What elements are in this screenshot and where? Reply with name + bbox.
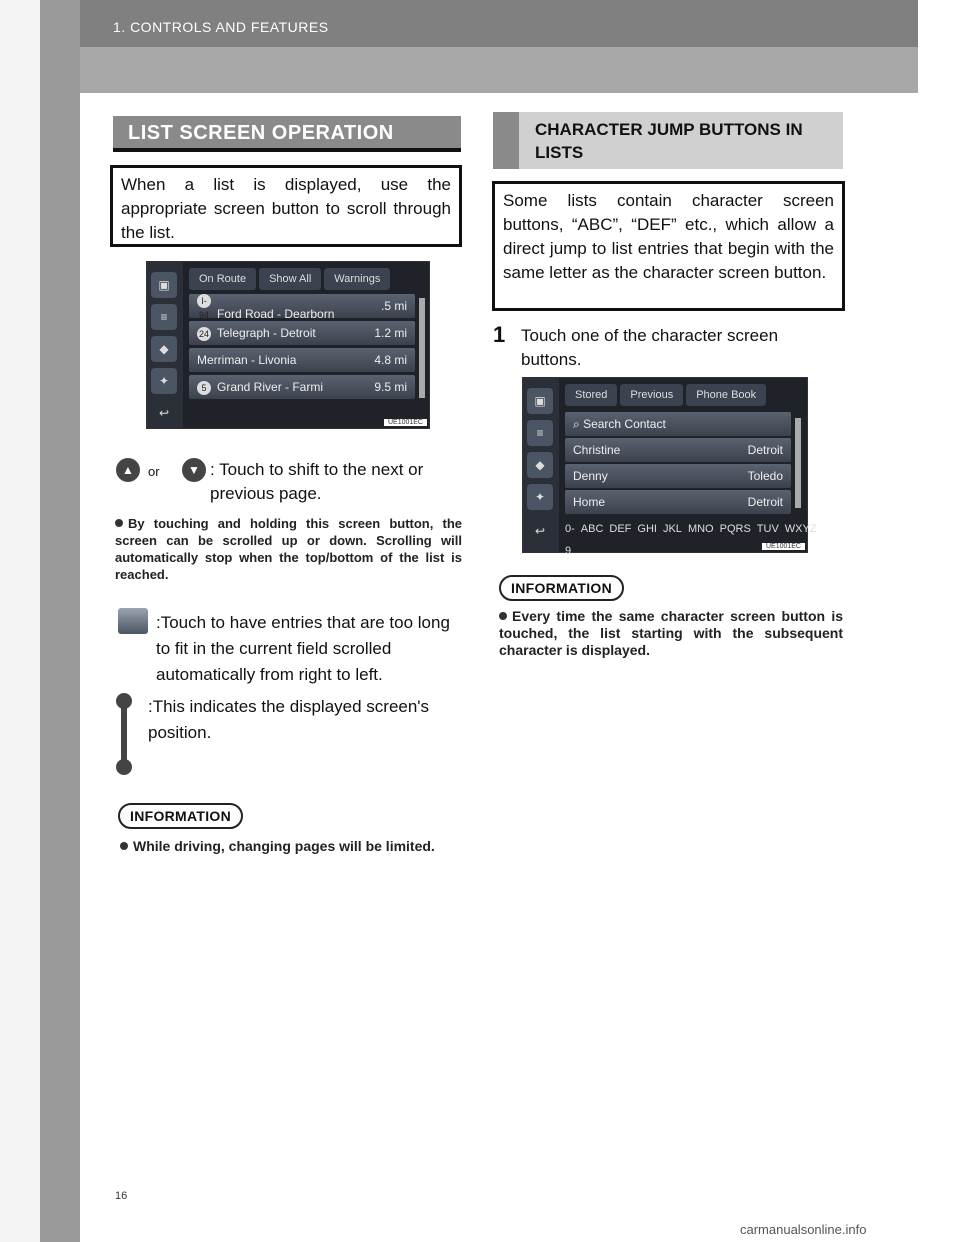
list-item-label: Ford Road - Dearborn [217,307,335,321]
list-item [565,438,791,462]
list-item [189,348,415,372]
bullet-icon [499,612,507,620]
route-icon: ✦ [151,368,177,394]
scroll-bar [795,418,801,508]
section-heading-text: LIST SCREEN OPERATION [128,122,394,144]
list-item-label: Home [573,495,606,509]
list-item-distance: .5 mi [380,299,407,313]
information-label-left: INFORMATION [118,803,243,829]
screen-sidebar [147,262,183,428]
screen-sidebar [523,378,559,552]
route-badge: 24 [198,329,209,339]
page-margin [0,0,40,1242]
position-description: :This indicates the displayed screen's position. [148,697,430,742]
jump-button: MNO [687,523,714,535]
list-item-distance: 9.5 mi [374,380,407,394]
page-number: 16 [115,1190,128,1202]
image-code: UE1001EC [384,419,427,426]
intro-box-left: When a list is displayed, use the appropriate screen button to scroll through the list. [110,165,462,247]
info-note-left-text: While driving, changing pages will be limited. [133,838,435,854]
list-item [189,321,415,345]
watermark: carmanualsonline.info [740,1222,867,1237]
nav-icon: ◆ [151,336,177,362]
arrows-or: or [148,464,160,479]
info-note-right [499,608,843,659]
menu-icon: ≡ [151,304,177,330]
jump-button: DEF [609,523,632,535]
tab-stored: Stored [565,384,617,406]
jump-button: PQRS [719,523,751,535]
scroll-bar [419,298,425,398]
jump-button: TUV [756,523,779,535]
page-up-icon: ▲ [116,458,140,482]
list-item-city: Toledo [747,469,783,483]
info-note-left [120,838,458,855]
jump-button: GHI [637,523,657,535]
list-item-city: Detroit [747,495,783,509]
route-icon: ✦ [527,484,553,510]
list-item-label: Denny [573,469,608,483]
tab-phone-book: Phone Book [686,384,766,406]
arrows-description: : Touch to shift to the next or previous page. [210,460,424,503]
list-item-label: Christine [573,443,621,457]
jump-screen-illustration [522,377,817,557]
list-item-label: Merriman - Livonia [197,353,297,367]
list-item [565,464,791,488]
menu-icon: ≡ [527,420,553,446]
route-badge: 5 [197,381,211,395]
section-heading-list-screen [113,116,461,152]
tab-show-all: Show All [259,268,321,290]
tab-previous: Previous [620,384,683,406]
jump-button: ABC [580,523,604,535]
section-heading-text: CHARACTER JUMP BUTTONS IN LISTS [535,120,803,162]
bullet-icon [120,842,128,850]
map-icon: ▣ [527,388,553,414]
page-down-icon: ▼ [182,458,206,482]
list-item-city: Detroit [747,443,783,457]
route-badge: I-94 [198,296,209,320]
arrows-bullet-text: By touching and holding this screen button, the screen can be scrolled up or down. Scrolling will automatically stop when the top/bottom of the list is reached. [115,516,462,582]
list-item [565,490,791,514]
list-item-distance: 1.2 mi [374,326,407,340]
page-gutter [40,0,80,1242]
list-screen-illustration [146,261,430,429]
info-note-right-text: Every time the same character screen button is touched, the list starting with the subsequent character is displayed. [499,608,843,658]
jump-button: JKL [662,523,682,535]
list-item-label: Grand River - Farmi [217,380,324,394]
back-icon: ↩ [534,524,546,538]
scroll-description: :Touch to have entries that are too long to fit in the current field scrolled automatically from right to left. [156,613,450,684]
search-contact-label: Search Contact [583,417,666,431]
screen-tabs [565,384,766,406]
intro-box-right: Some lists contain character screen buttons, “ABC”, “DEF” etc., which allow a direct jump to list entries that begin with the same letter as the character screen button. [492,181,845,311]
chapter-header-band [40,47,918,93]
heading-accent-bar [493,112,519,169]
nav-icon: ◆ [527,452,553,478]
list-item [189,375,415,399]
search-contact-row [565,412,791,436]
map-icon: ▣ [151,272,177,298]
position-indicator-icon [116,693,132,777]
back-icon: ↩ [158,406,170,420]
search-icon: ⌕ [573,417,584,431]
jump-button: WXYZ [784,523,817,535]
chapter-title: 1. CONTROLS AND FEATURES [113,19,329,35]
step-text: Touch one of the character screen buttons. [521,326,779,369]
information-label-right: INFORMATION [499,575,624,601]
jump-button: 0-9 [565,523,575,557]
bullet-icon [115,519,123,527]
screen-tabs [189,268,390,290]
tab-on-route: On Route [189,268,256,290]
image-code: UE1001EC [762,543,805,550]
section-heading-character-jump [493,112,843,169]
arrows-bullet [115,515,462,583]
tab-warnings: Warnings [324,268,390,290]
list-item-label: Telegraph - Detroit [217,326,316,340]
list-item [189,294,415,321]
list-item-distance: 4.8 mi [374,353,407,367]
step-number: 1 [493,322,506,347]
text-scroll-icon [118,608,148,634]
